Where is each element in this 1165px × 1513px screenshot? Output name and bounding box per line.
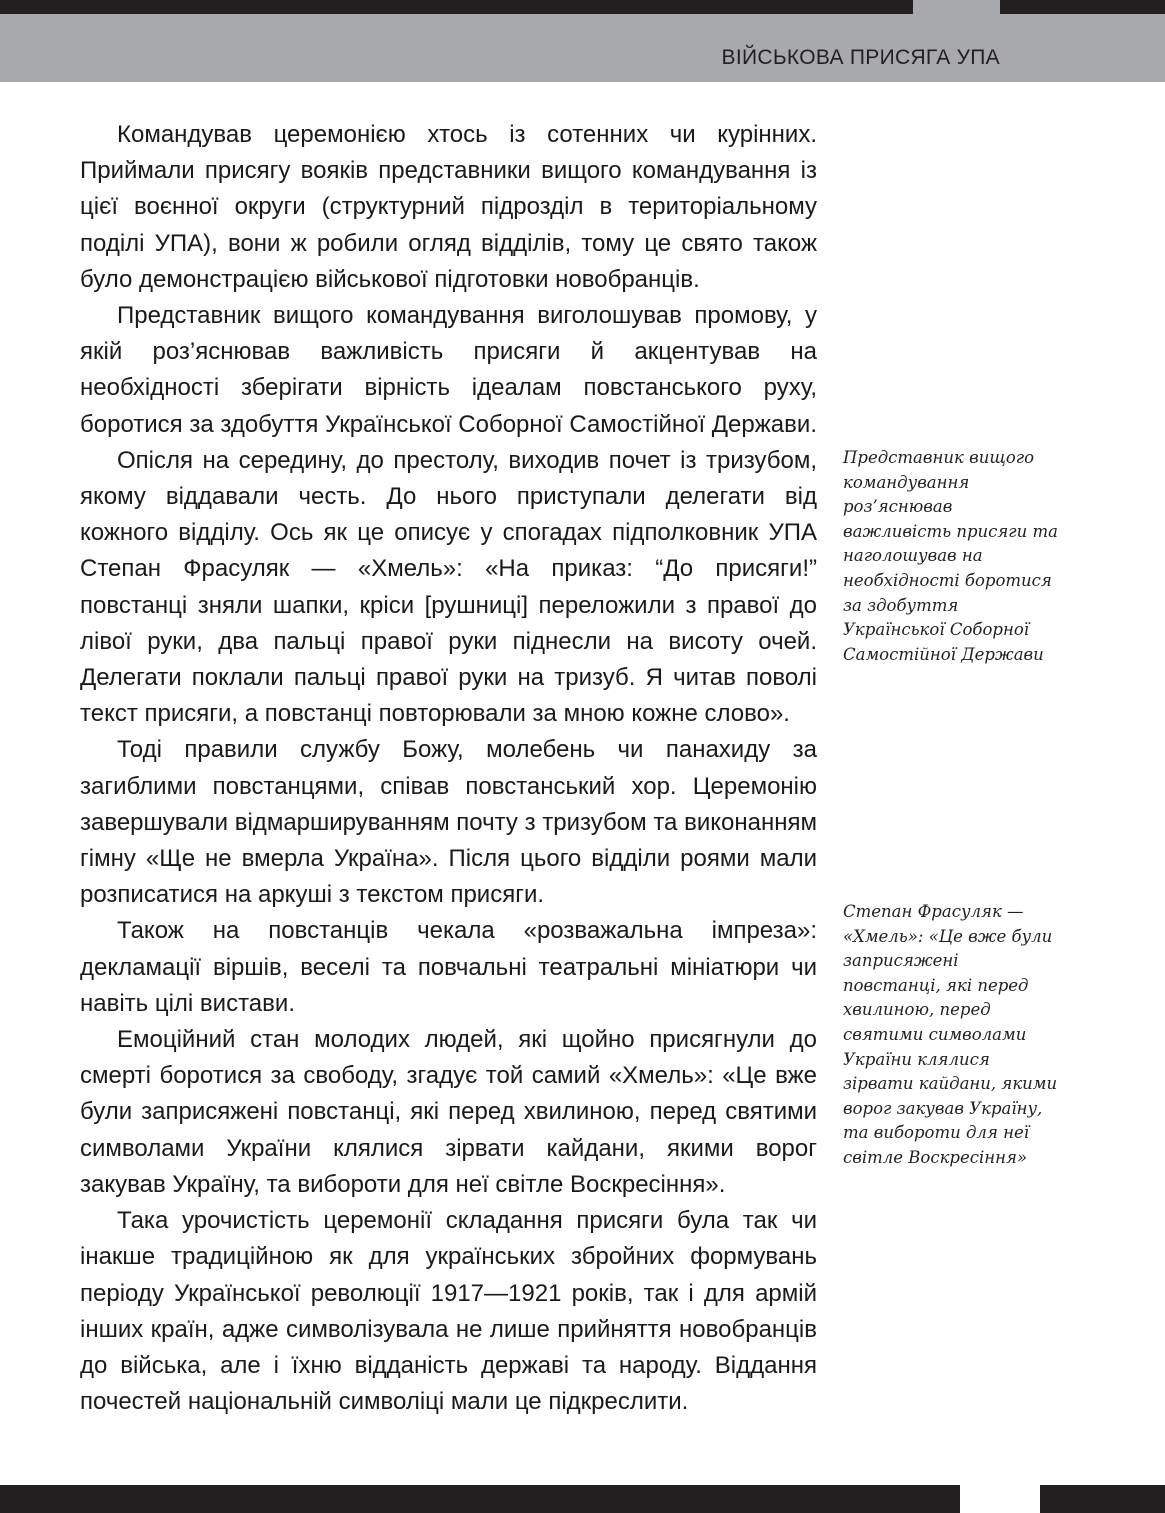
- top-bar-notch: [913, 0, 1000, 14]
- paragraph-2: Представник вищого командування виголошував промову, у якій роз’яснював важливість присяги й акцентував на необхідності зберігати вірність ідеалам повстанського руху, боротися за здобуття Української Соборної Самостійної Держави.: [80, 302, 817, 438]
- margin-note-1: Представник вищого командування роз’яснював важливість присяги та наголошував на необхідності боротися за здобуття Української Соборної Самостійної Держави: [843, 448, 1058, 664]
- bottom-bar-notch: [960, 1485, 1040, 1513]
- paragraph-4: Тоді правили службу Божу, молебень чи панахиду за загиблими повстанцями, співав повстанський хор. Церемонію завершували відмаршируванням почту з тризубом та виконанням гімну «Ще не вмерла Україна». Після цього відділи роями мали розписатися на аркуші з текстом присяги.: [80, 736, 817, 909]
- paragraph-1: Командував церемонією хтось із сотенних чи курінних. Приймали присягу вояків представники вищого командування із цієї воєнної округи (структурний підрозділ в територіальному поділі УПА), вони ж робили огляд відділів, тому це свято також було демонстрацією військової підготовки новобранців.: [80, 121, 817, 293]
- paragraph-6: Емоційний стан молодих людей, які щойно присягнули до смерті боротися за свободу, згадує той самий «Хмель»: «Це вже були заприсяжені повстанці, які перед хвилиною, перед святими символами України клялися зірвати кайдани, якими ворог закував Україну, та вибороти для неї світле Воскресіння».: [80, 1026, 817, 1198]
- paragraph-5: Також на повстанців чекала «розважальна імпреза»: декламації віршів, веселі та повчальні театральні мініатюри чи навіть цілі вистави.: [80, 917, 817, 1017]
- paragraph-7: Така урочистість церемонії складання присяги була так чи інакше традиційною як для українських збройних формувань періоду Української революції 1917—1921 років, так і для армій інших країн, адже символізувала не лише прийняття новобранців до війська, але і їхню відданість державі та народу. Віддання почестей національній символіці мали це підкреслити.: [80, 1207, 817, 1416]
- margin-note-2: Степан Фрасуляк — «Хмель»: «Це вже були заприсяжені повстанці, які перед хвилиною, перед святими символами України клялися зірвати кайдани, якими ворог закував Україну, та вибороти для неї світле Воскресіння»: [843, 902, 1058, 1167]
- running-header-title: ВІЙСЬКОВА ПРИСЯГА УПА: [721, 46, 1000, 69]
- paragraph-3: Опісля на середину, до престолу, виходив почет із тризубом, якому віддавали честь. До нього приступали делегати від кожного відділу. Ось як це описує у спогадах підполковник УПА Степан Фрасуляк — «Хмель»: «На приказ: “До присяги!” повстанці зняли шапки, кріси [рушниці] переложили з правої до лівої руки, два пальці правої руки піднесли на висоту очей. Делегати поклали пальці правої руки на тризуб. Я читав поволі текст присяги, а повстанці повторювали за мною кожне слово».: [80, 446, 817, 728]
- main-text-column: [80, 117, 817, 1420]
